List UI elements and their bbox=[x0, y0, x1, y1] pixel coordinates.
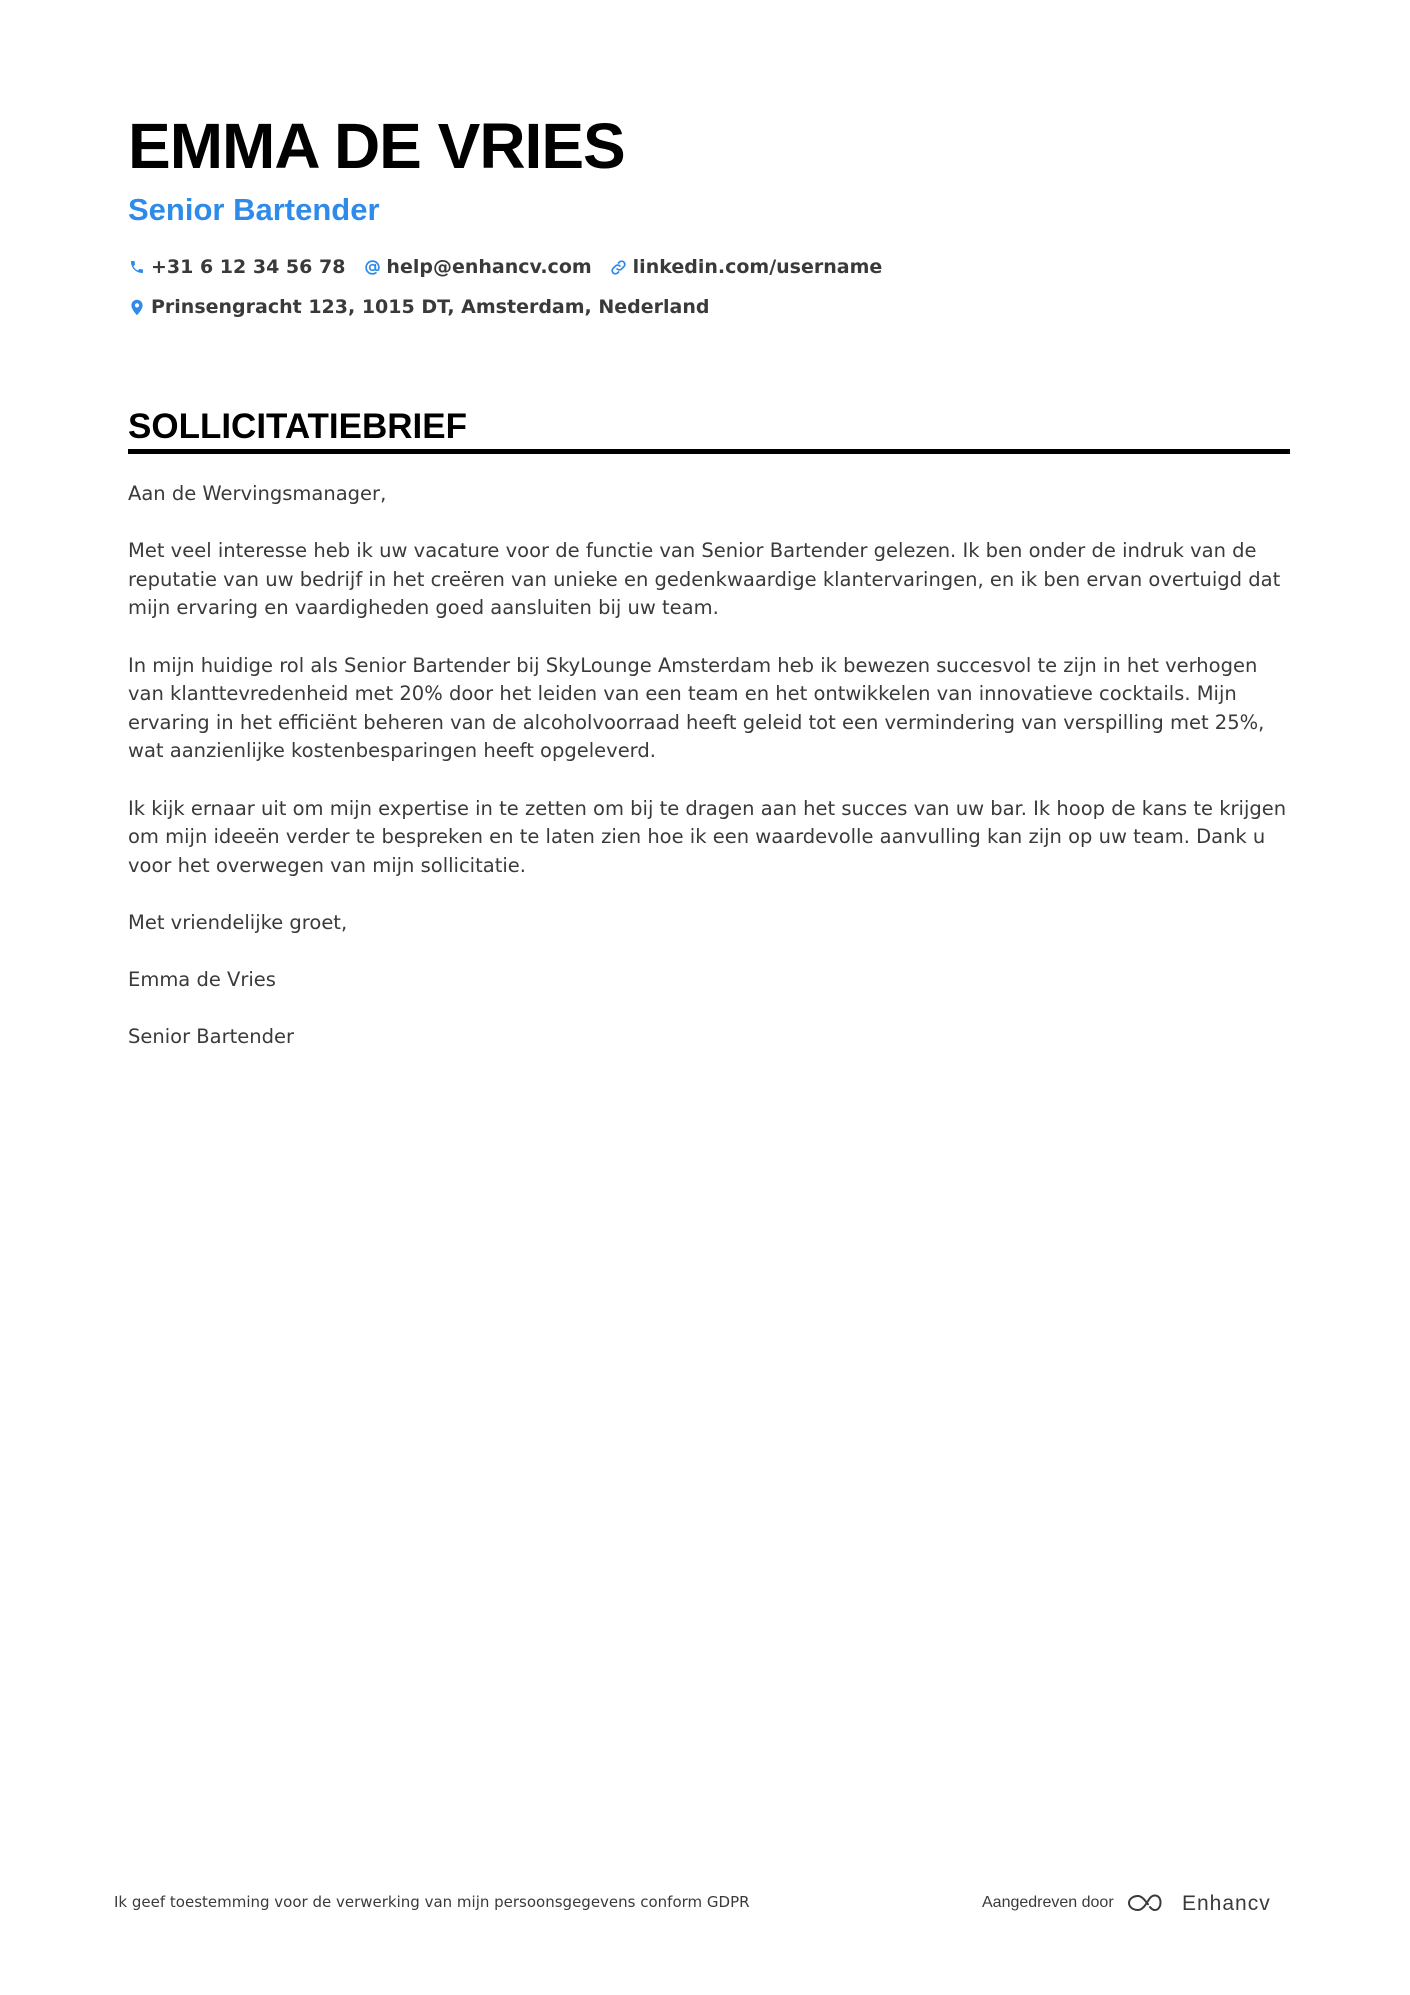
contact-linkedin-text[interactable]: linkedin.com/username bbox=[632, 256, 883, 278]
contact-email[interactable] bbox=[363, 256, 591, 278]
contact-linkedin[interactable] bbox=[610, 256, 883, 278]
letter-salutation: Aan de Wervingsmanager, bbox=[128, 482, 387, 505]
letter-paragraph-2: In mijn huidige rol als Senior Bartender bij SkyLounge Amsterdam heb ik bewezen succesvol te zijn in het verhogen van klanttevredenheid met 20% door het leiden van een team en het ontwikkelen van innovatieve cocktails. Mijn ervaring in het efficiënt beheren van de alcoholvoorraad heeft geleid tot een vermindering van verspilling met 25%, wat aanzienlijke kostenbesparingen heeft opgeleverd. bbox=[128, 653, 1265, 763]
enhancv-logo[interactable] bbox=[1124, 1888, 1284, 1918]
powered-by-label: Aangedreven door bbox=[982, 1894, 1114, 1911]
candidate-role: Senior Bartender bbox=[128, 192, 380, 227]
contact-email-text[interactable]: help@enhancv.com bbox=[386, 256, 592, 278]
contact-row-address bbox=[128, 293, 728, 321]
contact-phone-text: +31 6 12 34 56 78 bbox=[151, 256, 346, 278]
at-icon bbox=[363, 258, 381, 276]
contact-phone bbox=[128, 256, 345, 278]
candidate-name: EMMA DE VRIES bbox=[128, 110, 625, 182]
letter-body bbox=[128, 480, 1290, 1080]
contact-address bbox=[128, 296, 710, 318]
contact-address-text: Prinsengracht 123, 1015 DT, Amsterdam, Nederland bbox=[151, 296, 710, 318]
letter-paragraph-3: Ik kijk ernaar uit om mijn expertise in te zetten om bij te dragen aan het succes van uw bar. Ik hoop de kans te krijgen om mijn ideeën verder te bespreken en te laten zien hoe ik een waardevolle aanvulling kan zijn op uw team. Dank u voor het overwegen van mijn sollicitatie. bbox=[128, 796, 1287, 877]
contact-row-primary bbox=[128, 253, 900, 281]
link-icon bbox=[610, 258, 628, 276]
gdpr-consent: Ik geef toestemming voor de verwerking van mijn persoonsgegevens conform GDPR bbox=[114, 1893, 750, 1911]
section-divider bbox=[128, 449, 1290, 454]
letter-paragraph-1: Met veel interesse heb ik uw vacature voor de functie van Senior Bartender gelezen. Ik ben onder de indruk van de reputatie van uw bedrijf in het creëren van unieke en gedenkwaardige klantervaringen, en ik ben ervan overtuigd dat mijn ervaring en vaardigheden goed aansluiten bij uw team. bbox=[128, 539, 1281, 620]
phone-icon bbox=[128, 258, 146, 276]
letter-signature-name: Emma de Vries bbox=[128, 968, 276, 992]
letter-signature-title: Senior Bartender bbox=[128, 1025, 295, 1049]
section-title: SOLLICITATIEBRIEF bbox=[128, 407, 467, 446]
powered-by[interactable] bbox=[982, 1886, 1292, 1920]
svg-text:Enhancv: Enhancv bbox=[1181, 1892, 1271, 1915]
letter-closing: Met vriendelijke groet, bbox=[128, 910, 348, 934]
location-pin-icon bbox=[128, 298, 146, 316]
